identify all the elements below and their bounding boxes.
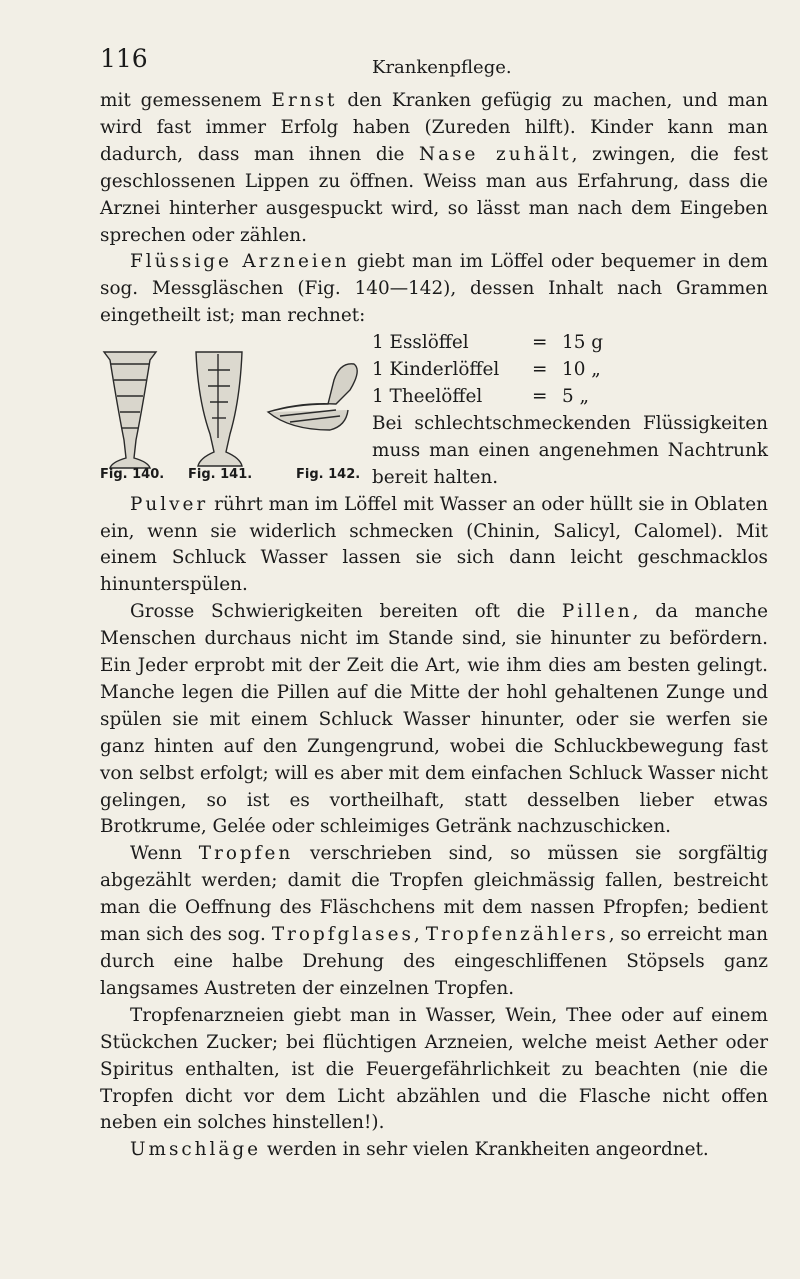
paragraph-8: Umschläge werden in sehr vielen Krankheiten angeordnet. [130, 1139, 709, 1161]
figures-and-measures [100, 330, 768, 491]
paragraph-7: Tropfenarzneien giebt man in Wasser, Wein, Thee oder auf einem Stückchen Zucker; bei flüchtigen Arzneien, welche meist Aether oder Spiritus enthalten, ist die Feuergefährlichkeit zu beachten (nie die Tropfen dicht vor dem Licht abzählen und die Flasche nicht offen neben ein solches hinstellen!). [100, 1004, 768, 1134]
measure-row: 1 Theelöffel = 5 „ [372, 385, 590, 407]
measures-column [372, 330, 768, 491]
measuring-glass-figures [100, 330, 372, 482]
page-body [100, 88, 768, 1164]
fig-142-caption: Fig. 142. [296, 467, 361, 483]
running-title: Krankenpflege. [372, 57, 512, 78]
paragraph-5: Grosse Schwierigkeiten bereiten oft die Pillen, da manche Menschen durchaus nicht im Stande sind, sie hinunter zu befördern. Ein Jeder erprobt mit der Zeit die Art, wie ihm dies am besten gelingt. Manche legen die Pillen auf die Mitte der hohl gehaltenen Zunge und spülen sie mit einem Schluck Wasser hinunter, oder sie werfen sie ganz hinten auf den Zungengrund, wobei die Schluckbewegung fast von selbst erfolgt; will es aber mit dem einfachen Schluck Wasser nicht gelingen, so ist es vortheilhaft, statt desselben lieber etwas Brotkrume, Gelée oder schleimiges Getränk nachzuschicken. [100, 601, 768, 838]
paragraph-4: Pulver rührt man im Löffel mit Wasser an oder hüllt sie in Oblaten ein, wenn sie widerlich schmecken (Chinin, Salicyl, Calomel). Mit einem Schluck Wasser lassen sie sich dann leicht geschmacklos hinunterspülen. [100, 493, 768, 596]
measuring-glass-illustrations [100, 330, 372, 482]
paragraph-6: Wenn Tropfen verschrieben sind, so müssen sie sorgfältig abgezählt werden; damit die Tropfen gleichmässig fallen, bestreicht man die Oeffnung des Fläschchens mit dem nassen Pfropfen; bedient man sich des sog. Tropfglases, Tropfenzählers, so erreicht man durch eine halbe Drehung des eingeschliffenen Stöpsels ganz langsames Austreten der einzelnen Tropfen. [100, 843, 768, 999]
measure-row: 1 Esslöffel = 15 g [372, 332, 604, 354]
paragraph-2: Flüssige Arzneien giebt man im Löffel oder bequemer in dem sog. Messgläschen (Fig. 140—142), dessen Inhalt nach Grammen eingetheilt ist; man rechnet: [100, 251, 768, 327]
fig-141-caption: Fig. 141. [188, 467, 253, 483]
measure-row: 1 Kinderlöffel = 10 „ [372, 359, 601, 381]
paragraph-1: mit gemessenem Ernst den Kranken gefügig zu machen, und man wird fast immer Erfolg haben (Zureden hilft). Kinder kann man dadurch, dass man ihnen die Nase zuhält, zwingen, die fest geschlossenen Lippen zu öffnen. Weiss man aus Erfahrung, dass die Arznei hinterher ausgespuckt wird, so lässt man nach dem Eingeben sprechen oder zählen. [100, 90, 768, 246]
fig-140-caption: Fig. 140. [100, 467, 165, 483]
page-number: 116 [100, 44, 148, 73]
paragraph-3: Bei schlechtschmeckenden Flüssigkeiten muss man einen angenehmen Nachtrunk bereit halten. [372, 412, 768, 488]
